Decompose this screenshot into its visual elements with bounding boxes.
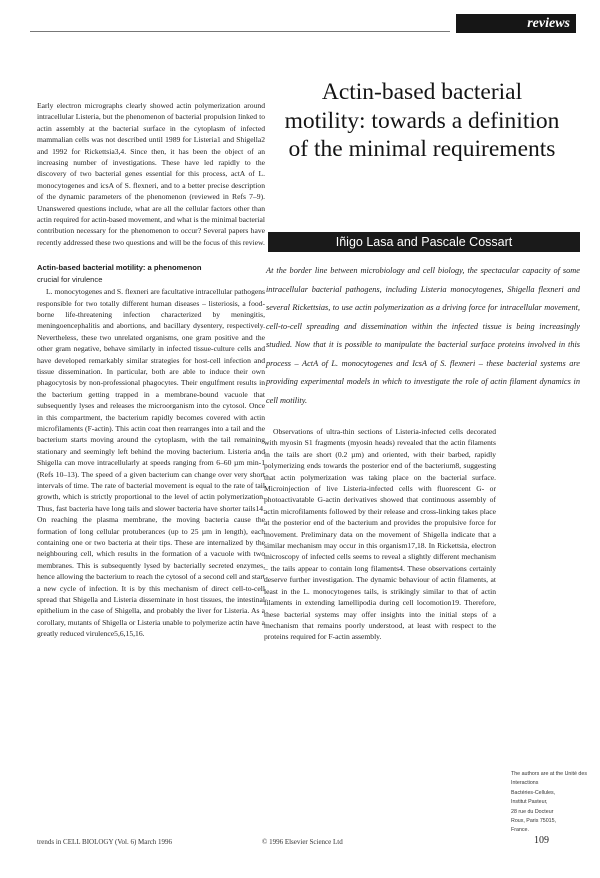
affiliation-line: Bactéries-Cellules, — [511, 789, 556, 796]
copyright-footer: © 1996 Elsevier Science Ltd — [262, 838, 343, 846]
section-heading — [37, 262, 265, 285]
section-paragraph: L. monocytogenes and S. flexneri are facultative intracellular pathogens responsible for two totally different human diseases – listeriosis, a food-borne life-threatening infection characterized by meningitis, meningoencephalitis and abortions, and bacillary dysentery, respectively. Nevertheless, these two unrelated organisms, one gram positive and the other gram negative, behave similarly in infected tissue-culture cells and have developed remarkably similar strategies for host-cell infection and tissue dissemination. In particular, both are able to induce their own phagocytosis by non-professional phagocytes. Their engulfment results in the bacterium getting trapped in a membrane-bound vacuole that subsequently lyses and releases the microorganism into the cytosol. Once in this compartment, the bacterium rapidly becomes covered with actin microfilaments (F-actin). This actin coat then rearranges into a tail and the bacterium starts moving around the cytoplasm, with the tail remaining stationary and seemingly left behind the moving bacterium. Listeria and Shigella can move intracellularly at speeds ranging from 6–60 µm min-1 (Refs 10–13). The speed of a given bacterium can change over very short intervals of time. The rate of bacterial movement is equal to the rate of tail growth, which is strictly proportional to the level of actin polymerization. Thus, fast bacteria have long tails and slower bacteria have shorter tails14. On reaching the plasma membrane, the moving bacteria cause the formation of long cellular protuberances (up to 25 µm in length), each containing one or two bacteria at their tips. These are internalized by the neighbouring cell, which results in the formation of a vacuole with two membranes. This is subsequently lysed by bacterially secreted enzymes, hence allowing the bacterium to reach the cytosol of a second cell and start a new cycle of infection. It is by this mechanism of direct cell-to-cell spread that Shigella and Listeria disseminate in host tissues, the intestinal epithelium in the case of Shigella, and probably the liver for Listeria. As a corollary, mutants of Shigella or Listeria unable to polymerize actin have a greatly reduced virulence5,6,15,16. — [37, 287, 265, 639]
section-heading-line2: crucial for virulence — [37, 274, 103, 284]
section-tag: reviews — [456, 14, 576, 33]
intro-paragraph: Early electron micrographs clearly showed actin polymerization around intracellular Listeria, but the phenomenon of bacterial propulsion linked to actin assembly at the bacterial surface in the cytoplasm of infected mammalian cells was not described until 1989 for Listeria1 and Shigella2 and 1992 for Rickettsia3,4. Since then, it has been the object of an increasing number of investigations. These have led rapidly to the discovery of two bacterial genes essential for this process, actA of L. monocytogenes and icsA of S. flexneri, and to a better precise description of the dynamic parameters of the phenomenon (reviewed in Refs 7–9). Unanswered questions include, what are all the cellular factors other than actin required for actin-based movement, and what is the minimal bacterial contribution necessary for the phenomenon to occur? Several papers have recently addressed these two questions and will be the focus of this review. — [37, 101, 265, 247]
authors-bar: Iñigo Lasa and Pascale Cossart — [268, 232, 580, 252]
affiliation-line: Roux, Paris 75015, — [511, 818, 557, 825]
affiliation-line: The authors are at the Unité des — [511, 771, 587, 777]
abstract: At the border line between microbiology and cell biology, the spectacular capacity of some intracellular bacterial pathogens, including Listeria monocytogenes, Shigella flexneri and several Rickettsias, to use actin polymerization as a driving force for intracellular movement, cell-to-cell spreading and dissemination within the infected tissue is being increasingly studied. Now that it is possible to manipulate the bacterial surface proteins involved in this process – ActA of L. monocytogenes and IcsA of S. flexneri – these bacterial systems are providing experimental models in which to investigate the role of actin filament dynamics in cell motility. — [266, 266, 580, 405]
author-affiliation-note — [511, 770, 591, 836]
journal-footer: trends in CELL BIOLOGY (Vol. 6) March 1996 — [37, 838, 173, 846]
section-heading-line1: Actin-based bacterial motility: a phenomenon — [37, 263, 202, 273]
affiliation-line: Interactions — [511, 780, 539, 787]
header-rule — [30, 31, 450, 32]
page-number: 109 — [534, 835, 549, 846]
affiliation-line: Institut Pasteur, — [511, 799, 548, 806]
right-paragraph: Observations of ultra-thin sections of Listeria-infected cells decorated with myosin S1 fragments (myosin heads) revealed that the actin filaments in the tails are short (0.2 µm) and oriented, with their barbed, rapidly polymerizing ends towards the posterior end of the bacterium8, suggesting that actin polymerization was taking place on the bacterial surface. Microinjection of live Listeria-infected cells with fluorescent G- or photoactivatable G-actin derivatives showed that continuous assembly of actin microfilaments followed by their release and cross-linking takes place at the posterior end of the bacterium and provides the propulsive force for movement. Preliminary data on the movement of Shigella indicate that a similar mechanism may occur in this organism17,18. In Rickettsia, electron microscopy of infected cells seems to reveal a slightly different mechanism – the tails appear to contain long filaments4. These observations certainly deserve further investigation. The dynamic behaviour of actin filaments, at least in the L. monocytogenes tails, is strikingly similar to that of actin filaments in extending lamellipodia during cell locomotion19. Therefore, these bacterial systems may offer insights into the initial steps of a mechanism that remains poorly understood, at least with respect to the proteins required for F-actin assembly. — [264, 427, 496, 642]
article-title: Actin-based bacterial motility: towards a definition of the minimal requirements — [284, 79, 560, 163]
right-column — [264, 426, 496, 643]
affiliation-line: 28 rue du Docteur — [511, 808, 554, 815]
affiliation-line: France. — [511, 827, 529, 834]
left-column — [37, 100, 265, 640]
